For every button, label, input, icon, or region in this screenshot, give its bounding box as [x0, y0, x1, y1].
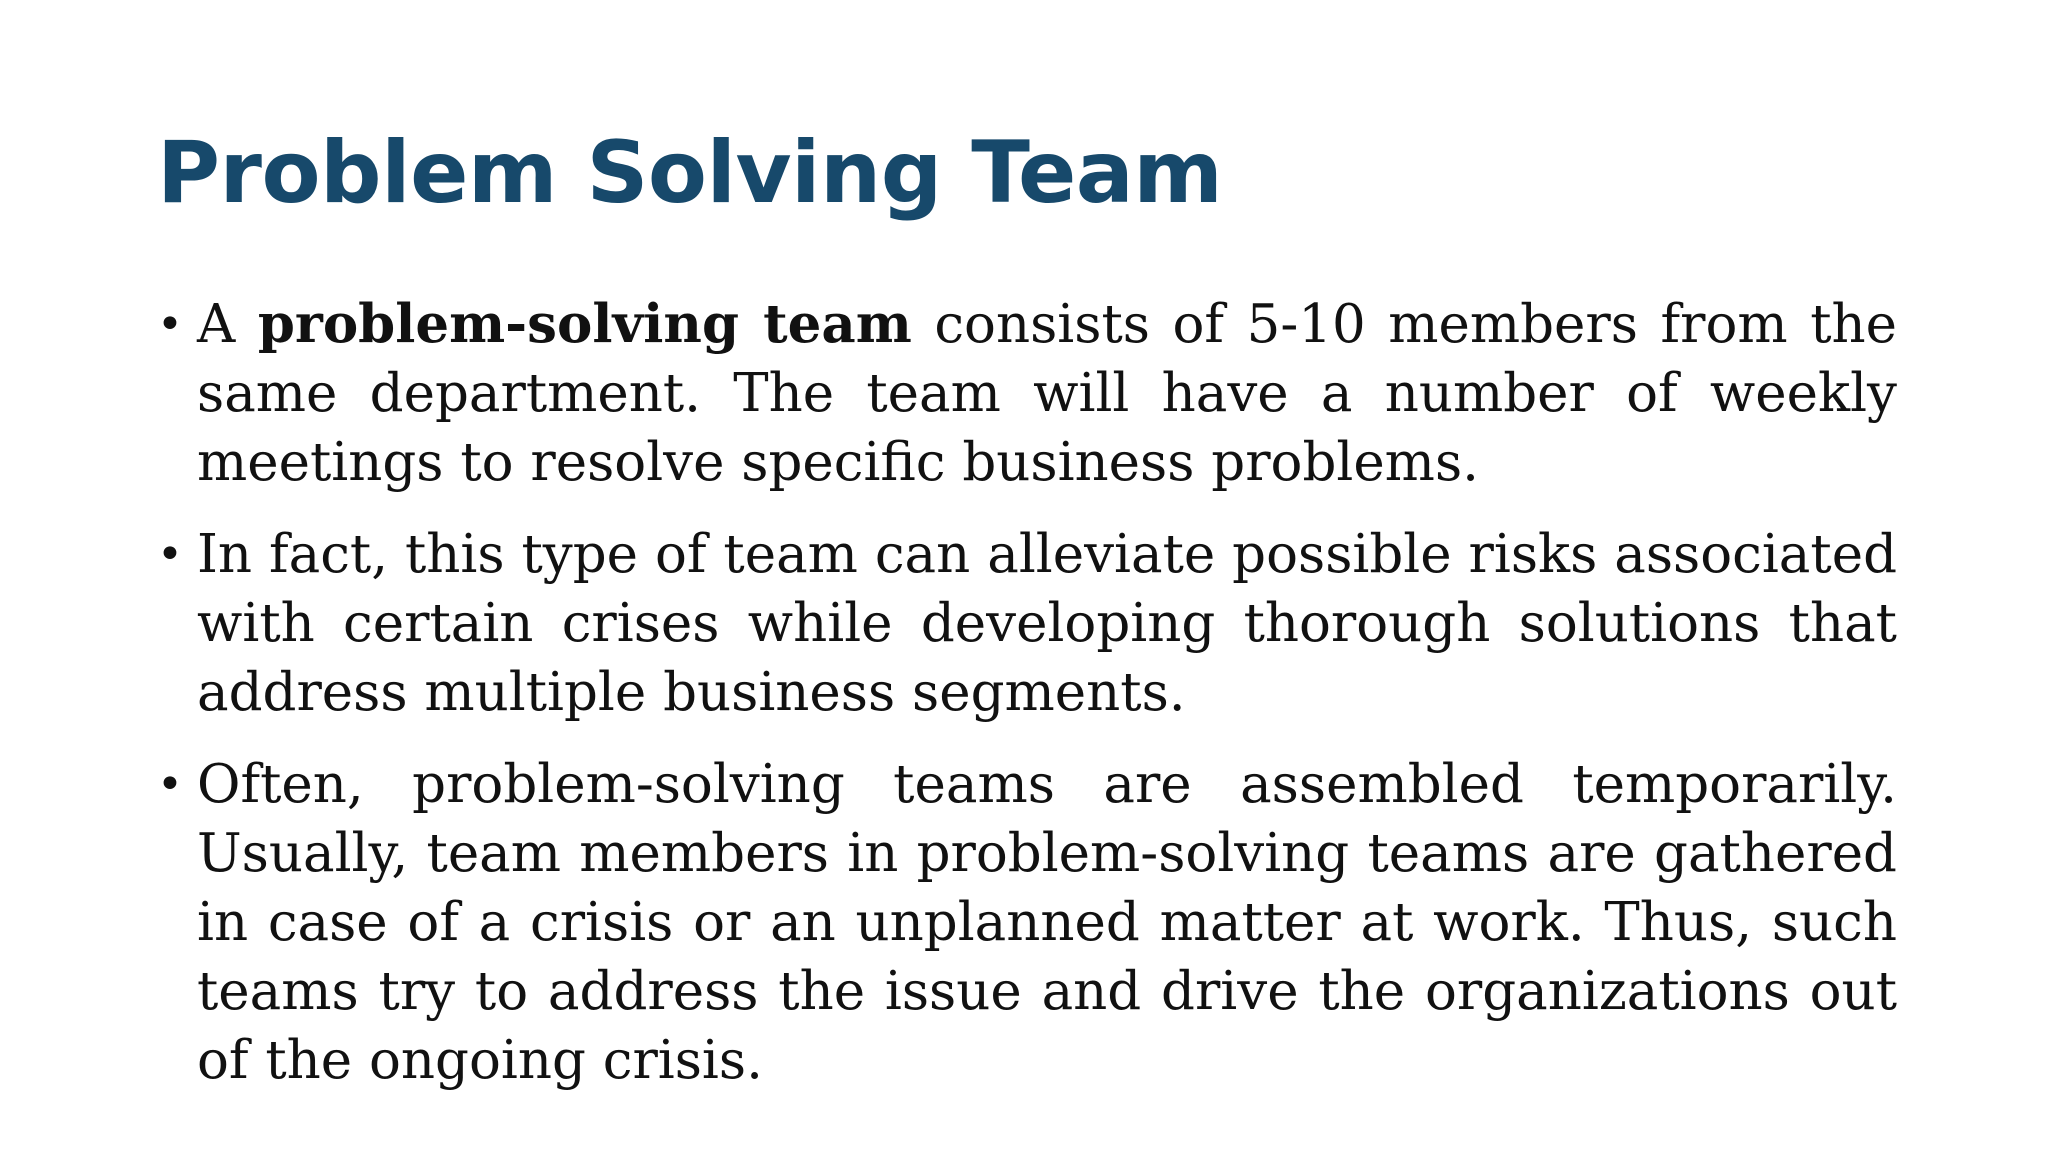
bullet-text-emphasis: problem-solving team: [257, 293, 912, 355]
bullet-item-risk-alleviation: [157, 520, 1897, 727]
bullet-text: In fact, this type of team can alleviate possible risks associated with certain crises while developing thorough solutions that address multiple business segments.: [197, 524, 1897, 723]
slide-title: Problem Solving Team: [157, 123, 1223, 223]
bullet-text-prefix: A: [197, 294, 258, 355]
bullet-item-temporary-assembly: [157, 750, 1897, 1095]
bullet-text: Often, problem-solving teams are assembled temporarily. Usually, team members in problem-solving teams are gathered in case of a crisis or an unplanned matter at work. Thus, such teams try to address the issue and drive the organizations out of the ongoing crisis.: [197, 754, 1897, 1091]
bullet-list: [157, 290, 1897, 1118]
bullet-text-rest: consists of 5-10 members from the same department. The team will have a number of weekly meetings to resolve specific business problems.: [197, 294, 1897, 493]
bullet-item-team-definition: [157, 290, 1897, 497]
